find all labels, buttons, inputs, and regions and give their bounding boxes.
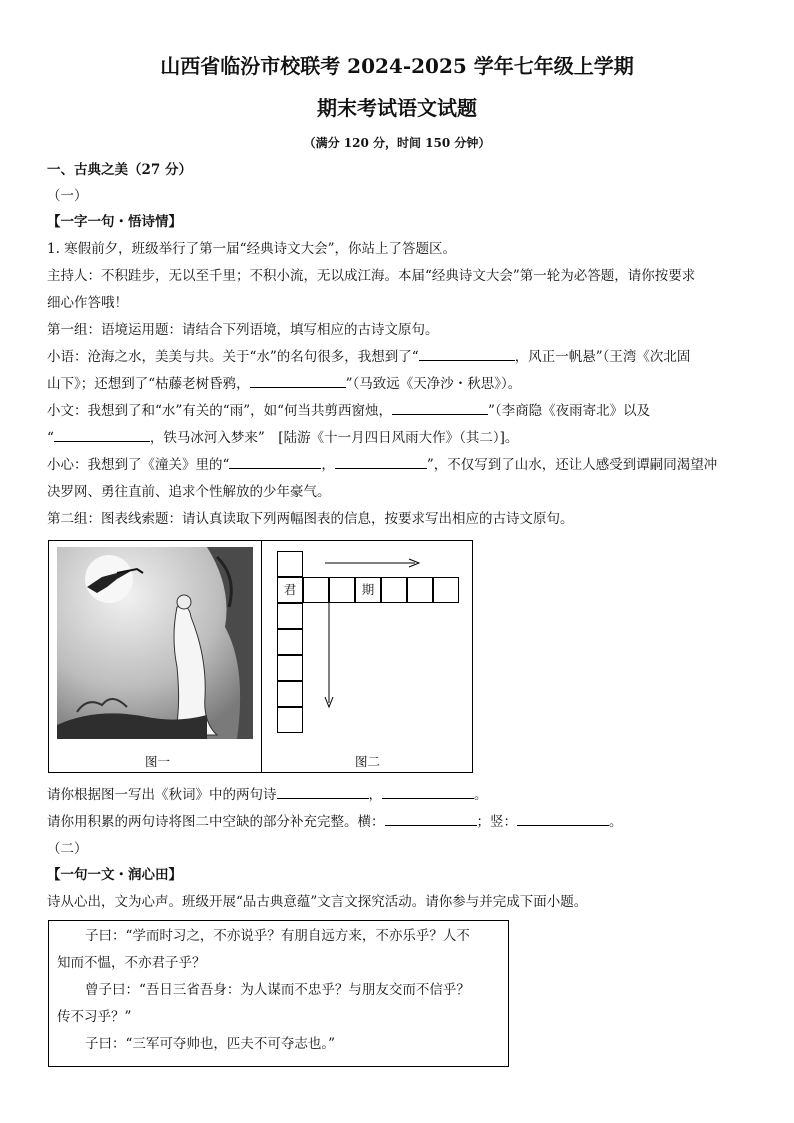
grid-cell[interactable] — [303, 577, 329, 603]
answer-blank[interactable] — [385, 812, 477, 826]
grid-cell[interactable] — [277, 603, 303, 629]
grid-cell[interactable] — [329, 577, 355, 603]
figure1-caption: 图一 — [145, 754, 171, 769]
down-arrow-icon — [323, 601, 335, 711]
xiaoyu-line1: 小语：沧海之水，美美与共。关于“水”的名句很多，我想到了“ ，风正一帆悬”（王湾《次北固 — [47, 349, 691, 365]
figure2-caption: 图二 — [355, 754, 381, 769]
host-line1: 主持人：不积跬步，无以至千里；不积小流，无以成江海。本届“经典诗文大会”第一轮为必答题，请你按要求 — [47, 268, 696, 284]
xiaowen-line1: 小文：我想到了和“水”有关的“雨”，如“何当共剪西窗烛， ”（李商隐《夜雨寄北》以及 — [47, 403, 651, 419]
answer-blank[interactable] — [335, 455, 427, 469]
topic2-heading: 【一句一文・润心田】 — [47, 867, 182, 883]
grid-cell[interactable] — [277, 551, 303, 577]
grid-cell[interactable] — [277, 629, 303, 655]
q-figure2: 请你用积累的两句诗将图二中空缺的部分补充完整。横： ；竖： 。 — [47, 814, 623, 830]
answer-blank[interactable] — [229, 455, 321, 469]
grid-cell[interactable] — [407, 577, 433, 603]
answer-blank[interactable] — [382, 785, 474, 799]
moon-crane-painting — [57, 547, 253, 739]
quote-line: 子曰：“三军可夺帅也，匹夫不可夺志也。” — [85, 1036, 336, 1052]
quote-line: 曾子曰：“吾日三省吾身：为人谋而不忠乎？与朋友交而不信乎？ — [85, 982, 470, 998]
section-heading: 一、古典之美（27 分） — [47, 162, 192, 178]
grid-cell[interactable] — [381, 577, 407, 603]
grid-cell[interactable] — [277, 681, 303, 707]
quote-line: 知而不愠，不亦君子乎？ — [57, 955, 206, 971]
exam-title-line1: 山西省临汾市校联考 2024-2025 学年七年级上学期 — [160, 54, 634, 78]
answer-blank[interactable] — [419, 347, 515, 361]
part2-intro: 诗从心出，文为心声。班级开展“品古典意蕴”文言文探究活动。请你参与并完成下面小题。 — [47, 894, 588, 910]
figure-box — [48, 540, 473, 773]
answer-blank[interactable] — [392, 401, 488, 415]
exam-note: （满分 120 分，时间 150 分钟） — [303, 136, 491, 150]
xiaoyu-line2: 山下》；还想到了“枯藤老树昏鸦， ”（马致远《天净沙・秋思》）。 — [47, 376, 522, 392]
group2-title: 第二组：图表线索题：请认真读取下列两幅图表的信息，按要求写出相应的古诗文原句。 — [47, 511, 574, 527]
answer-blank[interactable] — [250, 374, 346, 388]
xiaowen-line2: “ ，铁马冰河入梦来” [陆游《十一月四日风雨大作》（其二）]。 — [47, 430, 519, 446]
answer-blank[interactable] — [277, 785, 369, 799]
grid-cell[interactable] — [277, 707, 303, 733]
grid-cell-jun: 君 — [277, 577, 303, 603]
xiaoxin-line1: 小心：我想到了《潼关》里的“ ， ”，不仅写到了山水，还让人感受到谭嗣同渴望冲 — [47, 457, 718, 473]
part2-label: （二） — [47, 841, 88, 857]
q-figure1: 请你根据图一写出《秋词》中的两句诗 ， 。 — [47, 787, 488, 803]
grid-cell-qi: 期 — [355, 577, 381, 603]
grid-cell[interactable] — [433, 577, 459, 603]
topic1-heading: 【一字一句・悟诗情】 — [47, 214, 182, 230]
answer-blank[interactable] — [517, 812, 609, 826]
exam-title-line2: 期末考试语文试题 — [317, 96, 477, 120]
grid-cell[interactable] — [277, 655, 303, 681]
figure-divider — [261, 541, 262, 772]
host-line2: 细心作答哦！ — [47, 295, 128, 311]
classical-text-box — [48, 920, 509, 1067]
xiaoxin-line2: 决罗网、勇往直前、追求个性解放的少年豪气。 — [47, 484, 331, 500]
q1-intro: 1. 寒假前夕，班级举行了第一届“经典诗文大会”，你站上了答题区。 — [47, 241, 456, 257]
quote-line: 传不习乎？” — [57, 1009, 132, 1025]
right-arrow-icon — [323, 557, 423, 569]
answer-blank[interactable] — [54, 428, 150, 442]
part1-label: （一） — [47, 188, 88, 204]
group1-title: 第一组：语境运用题：请结合下列语境，填写相应的古诗文原句。 — [47, 322, 439, 338]
quote-line: 子曰：“学而时习之，不亦说乎？有朋自远方来，不亦乐乎？人不 — [85, 928, 470, 944]
